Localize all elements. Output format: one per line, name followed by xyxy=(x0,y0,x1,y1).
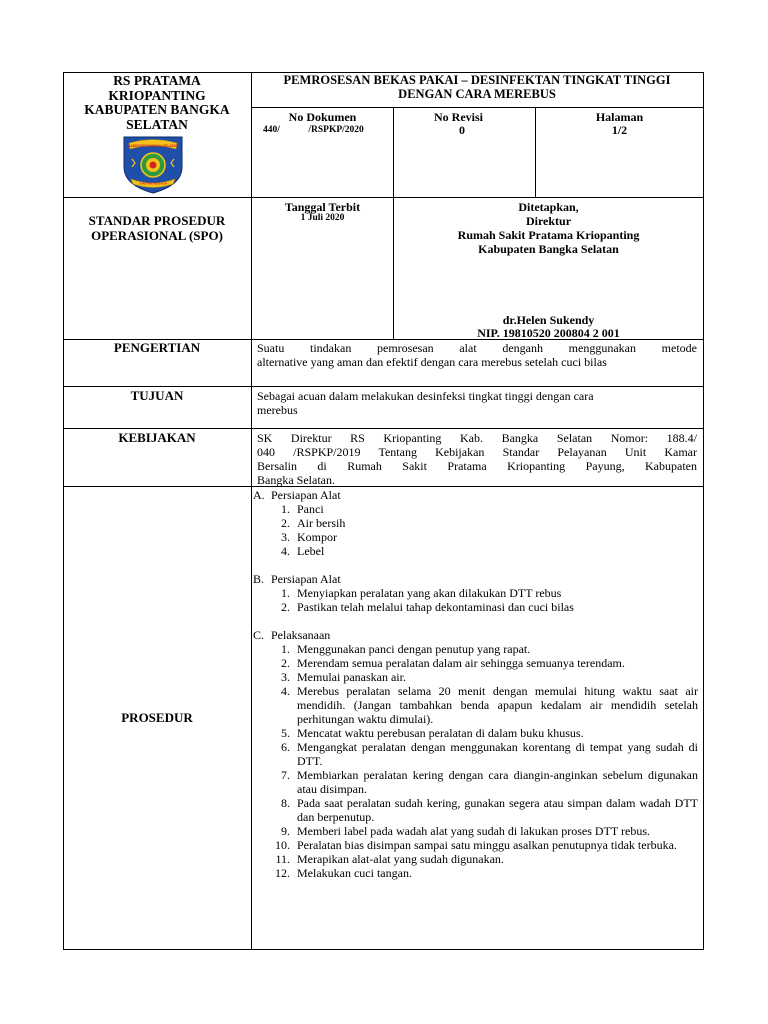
section-c-list xyxy=(265,642,698,880)
section-a-heading xyxy=(253,488,341,502)
list-item: 1. Panci xyxy=(281,502,324,516)
list-item: 2. Air bersih xyxy=(281,516,346,530)
table-border-left xyxy=(63,72,64,950)
pengertian-label: PENGERTIAN xyxy=(113,340,201,355)
pengertian-line-2: alternative yang aman dan efektif dengan cara merebus setelah cuci bilas xyxy=(257,355,607,369)
row-divider-kebijakan xyxy=(63,428,704,429)
tujuan-line-2: merebus xyxy=(257,403,298,417)
kebijakan-label: KEBIJAKAN xyxy=(118,430,196,445)
kebijakan-line-4: Bangka Selatan. xyxy=(257,473,335,487)
list-item: 12. Melakukan cuci tangan. xyxy=(275,866,412,880)
list-item: 2. Pastikan telah melalui tahap dekontaminasi dan cuci bilas xyxy=(281,600,574,614)
pengertian-line-1: Suatu tindakan pemrosesan alat denganh menggunakan metode xyxy=(257,341,697,355)
logo-banner-top: KABUPATEN BANGKA SELATAN xyxy=(128,144,178,149)
list-item: 9. Memberi label pada wadah alat yang sudah di lakukan proses DTT rebus. xyxy=(281,824,651,838)
document-title: PEMROSESAN BEKAS PAKAI – DESINFEKTAN TINGKAT TINGGI DENGAN CARA MEREBUS xyxy=(283,73,671,101)
list-item: 3. Kompor xyxy=(281,530,337,544)
kebijakan-line-1: SK Direktur RS Kriopanting Kab. Bangka Selatan Nomor: 188.4/ xyxy=(257,431,697,445)
list-item: 3. Memulai panaskan air. xyxy=(281,670,406,684)
signer-name: dr.Helen Sukendy xyxy=(502,313,595,327)
cell-divider-revisi xyxy=(393,107,394,198)
table-border-right xyxy=(703,72,704,950)
halaman-value: 1/2 xyxy=(611,123,628,137)
title-divider xyxy=(251,107,704,108)
section-b-list xyxy=(265,586,698,614)
prosedur-label: PROSEDUR xyxy=(121,710,193,725)
list-item: 1. Menyiapkan peralatan yang akan dilakukan DTT rebus xyxy=(281,586,562,600)
logo-banner-bottom: JUNJUNG BESAOH xyxy=(138,181,168,186)
kebijakan-line-3: Bersalin di Rumah Sakit Pratama Kriopanting Payung, Kabupaten xyxy=(257,459,697,473)
emblem-icon xyxy=(118,133,188,195)
no-revisi-label: No Revisi xyxy=(434,110,483,124)
list-item: 6. Mengangkat peralatan dengan menggunakan korentang di tempat yang sudah di DTT. xyxy=(281,740,698,768)
list-item: 4. Lebel xyxy=(281,544,325,558)
tanggal-terbit-label: Tanggal Terbit xyxy=(284,200,361,214)
rumah-sakit-text: Rumah Sakit Pratama Kriopanting xyxy=(457,228,640,242)
signer-nip: NIP. 19810520 200804 2 001 xyxy=(477,326,620,340)
kebijakan-line-2: 040 /RSPKP/2019 Tentang Kebijakan Standar Pelayanan Unit Kamar xyxy=(257,445,697,459)
list-item: 7. Membiarkan peralatan kering dengan cara diangin-anginkan sebelum digunakan atau disimpan. xyxy=(281,768,698,796)
list-item: 2. Merendam semua peralatan dalam air sehingga semuanya terendam. xyxy=(281,656,625,670)
tujuan-label: TUJUAN xyxy=(130,388,184,403)
list-item: 10. Peralatan bias disimpan sampai satu minggu asalkan penutupnya tidak terbuka. xyxy=(275,838,677,852)
table-border-bottom xyxy=(63,949,704,950)
kabupaten-text: Kabupaten Bangka Selatan xyxy=(478,242,619,256)
hospital-name: RS PRATAMA KRIOPANTING KABUPATEN BANGKA SELATAN xyxy=(84,73,230,132)
no-dokumen-value: 440/ /RSPKP/2020 xyxy=(263,125,364,135)
section-b-letter: B. xyxy=(253,572,265,586)
halaman-label: Halaman xyxy=(595,110,644,124)
section-b-heading xyxy=(253,572,341,586)
list-item: 4. Merebus peralatan selama 20 menit dengan memulai hitung waktu saat air mendidih. (Jangan tambahkan benda apapun kedalam air mendidih setelah perhitungan waktu dimulai). xyxy=(281,684,698,726)
section-a-list xyxy=(265,502,698,558)
row-divider-spo xyxy=(63,197,704,198)
section-a-title: Persiapan Alat xyxy=(271,488,341,502)
section-c-letter: C. xyxy=(253,628,265,642)
list-item: 1. Menggunakan panci dengan penutup yang rapat. xyxy=(281,642,531,656)
section-b-title: Persiapan Alat xyxy=(271,572,341,586)
section-c-heading xyxy=(253,628,330,642)
list-item: 5. Mencatat waktu perebusan peralatan di dalam buku khusus. xyxy=(281,726,584,740)
row-divider-tujuan xyxy=(63,386,704,387)
list-item: 11. Merapikan alat-alat yang sudah digunakan. xyxy=(275,852,504,866)
section-a-letter: A. xyxy=(253,488,265,502)
ditetapkan-text: Ditetapkan, xyxy=(518,200,579,214)
hospital-logo xyxy=(118,133,188,195)
direktur-text: Direktur xyxy=(525,214,572,228)
spo-label: STANDAR PROSEDUR OPERASIONAL (SPO) xyxy=(88,213,226,243)
no-dokumen-label: No Dokumen xyxy=(288,110,357,124)
tanggal-terbit-value: 1 Juli 2020 xyxy=(300,213,345,223)
tujuan-line-1: Sebagai acuan dalam melakukan desinfeksi tingkat tinggi dengan cara xyxy=(257,389,594,403)
no-revisi-value: 0 xyxy=(459,123,465,137)
section-c-title: Pelaksanaan xyxy=(271,628,331,642)
list-item: 8. Pada saat peralatan sudah kering, gunakan segera atau simpan dalam wadah DTT dan berpenutup. xyxy=(281,796,698,824)
